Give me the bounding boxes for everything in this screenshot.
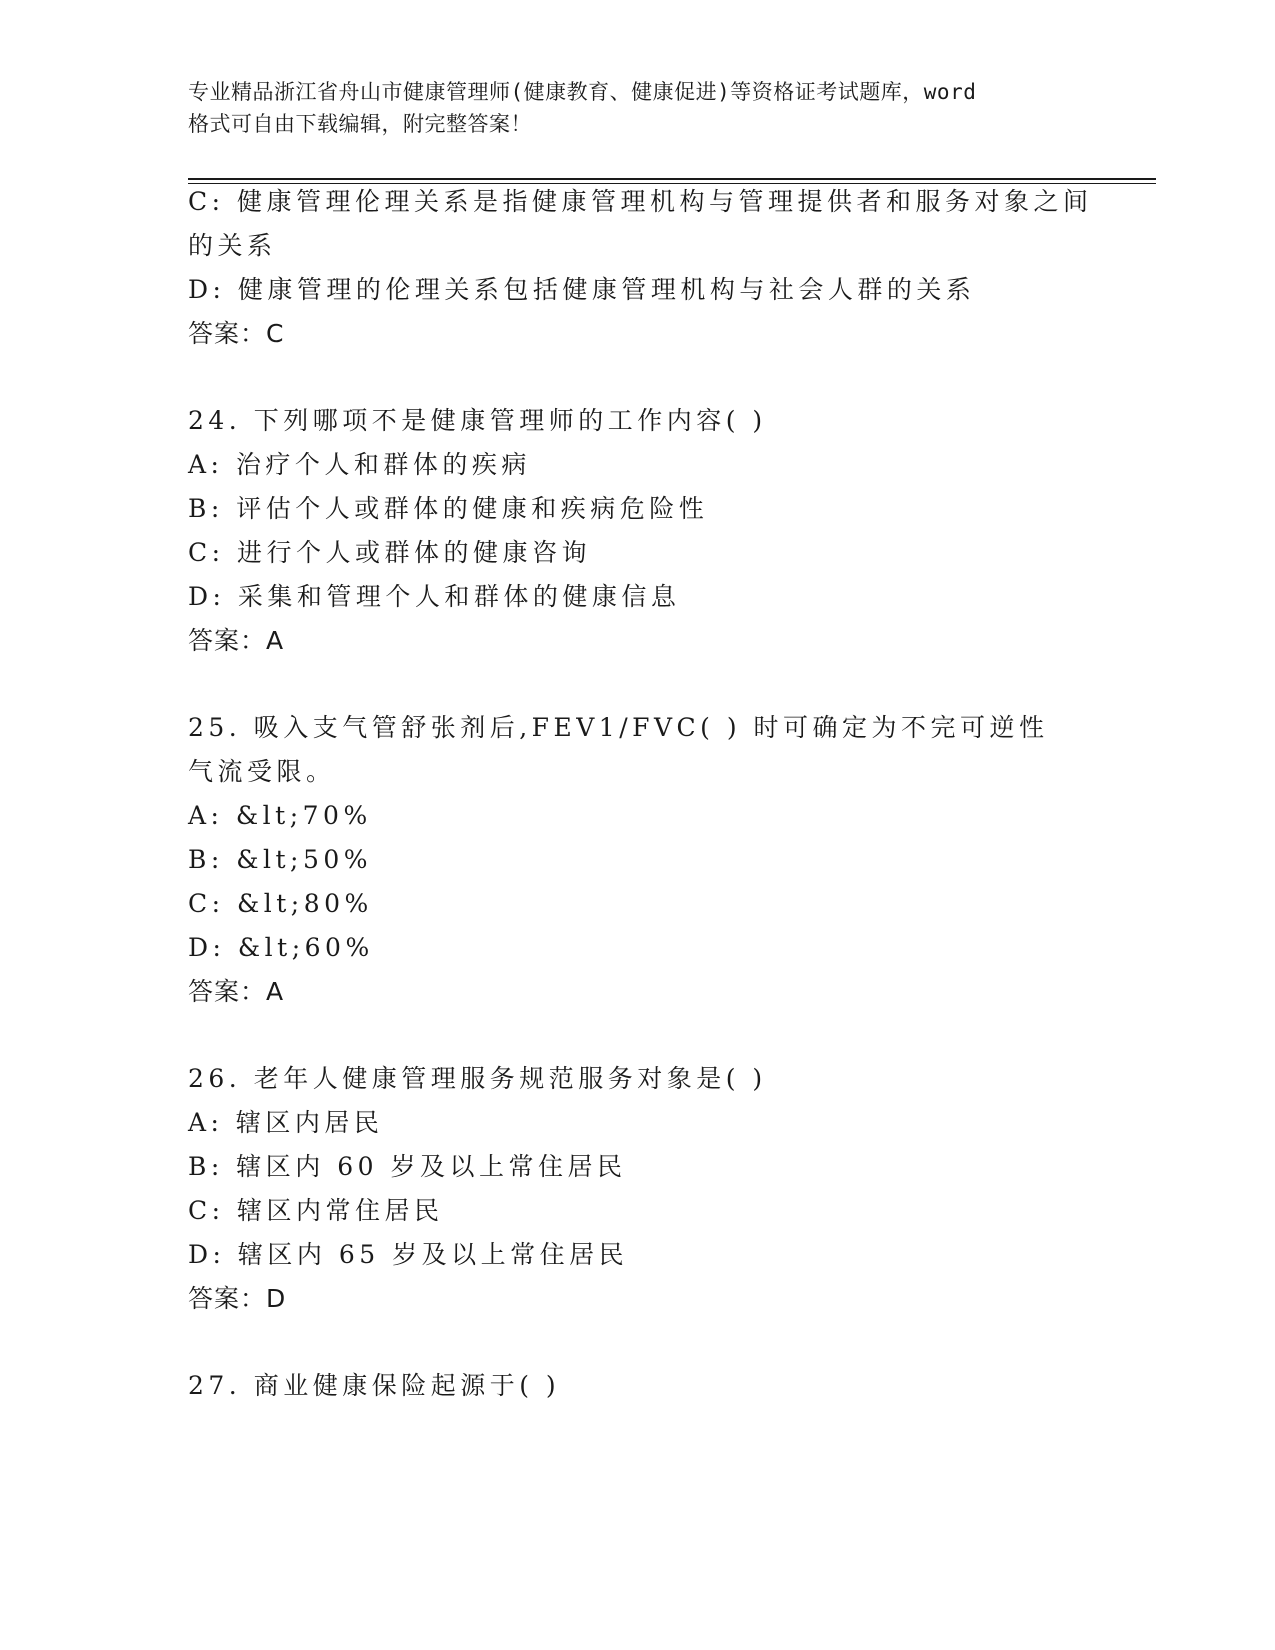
header-title-line-2: 格式可自由下载编辑，附完整答案！ xyxy=(188,112,532,136)
question-24-stem: 24. 下列哪项不是健康管理师的工作内容( ) xyxy=(188,406,767,435)
header-title-line-1: 专业精品浙江省舟山市健康管理师(健康教育、健康促进)等资格证考试题库，word xyxy=(188,80,977,104)
option-b: B: &lt;50% xyxy=(188,845,373,874)
option-a: A: &lt;70% xyxy=(188,801,372,830)
option-d: D: 采集和管理个人和群体的健康信息 xyxy=(188,582,681,611)
option-a: A: 辖区内居民 xyxy=(188,1108,384,1137)
option-a: A: 治疗个人和群体的疾病 xyxy=(188,450,531,479)
question-26-stem: 26. 老年人健康管理服务规范服务对象是( ) xyxy=(188,1064,767,1093)
option-c-continued: 的关系 xyxy=(188,231,277,260)
option-c: C: 健康管理伦理关系是指健康管理机构与管理提供者和服务对象之间 xyxy=(188,187,1093,216)
option-c: C: 进行个人或群体的健康咨询 xyxy=(188,538,591,567)
answer: 答案：C xyxy=(188,319,285,348)
option-d: D: 辖区内 65 岁及以上常住居民 xyxy=(188,1240,629,1269)
option-d: D: 健康管理的伦理关系包括健康管理机构与社会人群的关系 xyxy=(188,275,976,304)
answer: 答案：D xyxy=(188,1284,287,1313)
question-25-stem: 25. 吸入支气管舒张剂后,FEV1/FVC( ) 时可确定为不完可逆性 xyxy=(188,713,1049,742)
answer: 答案：A xyxy=(188,626,285,655)
option-b: B: 辖区内 60 岁及以上常住居民 xyxy=(188,1152,627,1181)
question-27-stem: 27. 商业健康保险起源于( ) xyxy=(188,1371,561,1400)
header-divider-thin xyxy=(188,183,1156,184)
option-c: C: 辖区内常住居民 xyxy=(188,1196,444,1225)
option-d: D: &lt;60% xyxy=(188,933,374,962)
option-c: C: &lt;80% xyxy=(188,889,373,918)
document-header xyxy=(188,76,1088,140)
option-b: B: 评估个人或群体的健康和疾病危险性 xyxy=(188,494,709,523)
answer: 答案：A xyxy=(188,977,285,1006)
question-25-stem-continued: 气流受限。 xyxy=(188,757,336,786)
header-divider xyxy=(188,178,1156,180)
